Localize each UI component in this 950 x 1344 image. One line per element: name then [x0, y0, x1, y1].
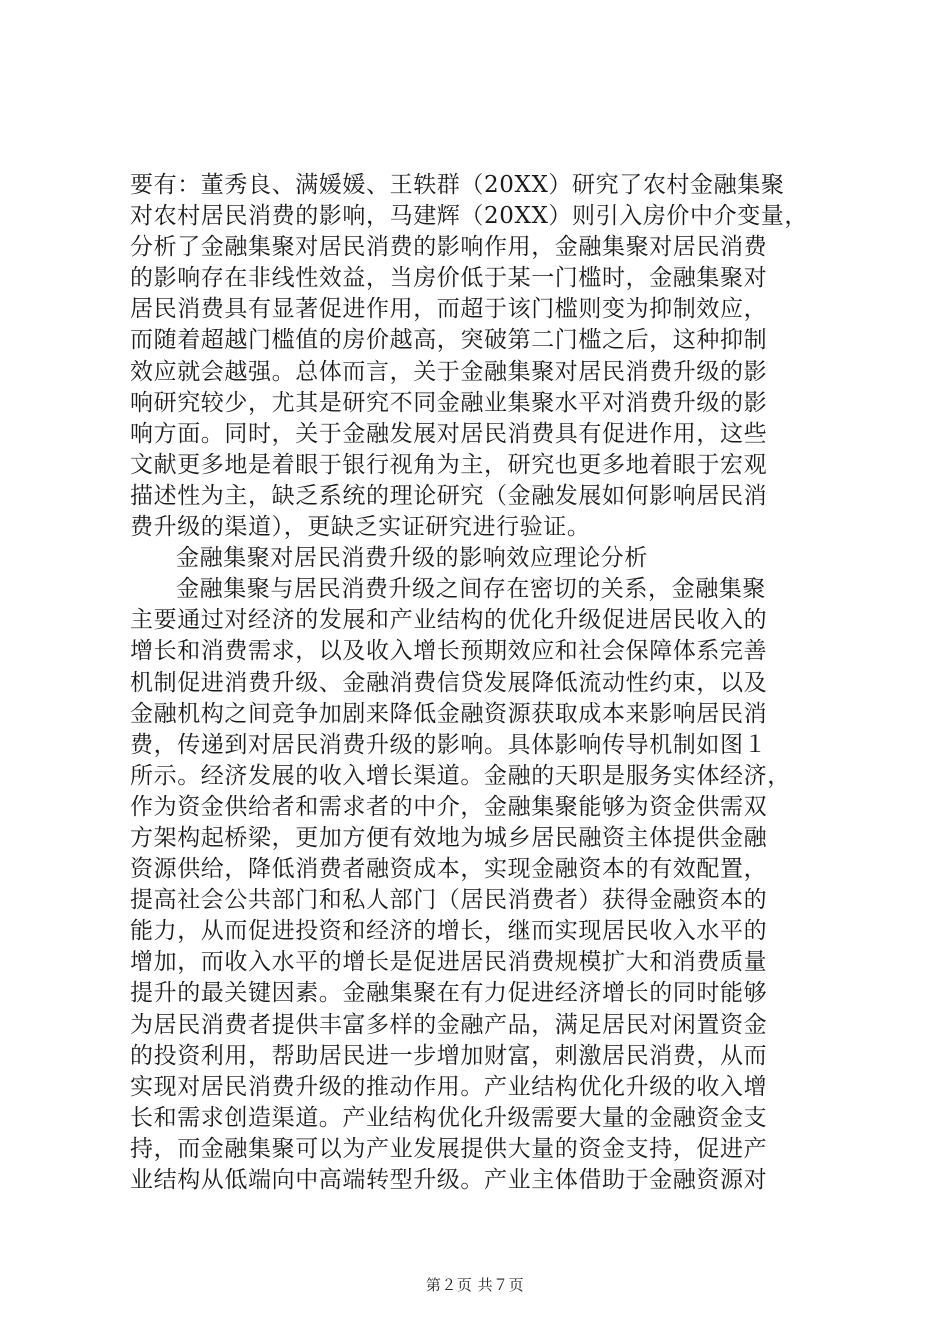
text-line: 业结构从低端向中高端转型升级。产业主体借助于金融资源对 [130, 1167, 768, 1193]
text-line: 费，传递到对居民消费升级的影响。具体影响传导机制如图１ [130, 731, 768, 758]
text-line: 为居民消费者提供丰富多样的金融产品，满足居民对闲置资金 [130, 1011, 768, 1038]
text-line: 作为资金供给者和需求者的中介，金融集聚能够为资金供需双 [130, 793, 768, 820]
paragraph-first-line: 金融集聚与居民消费升级之间存在密切的关系，金融集聚 [176, 576, 766, 603]
text-line: 所示。经济发展的收入增长渠道。金融的天职是服务实体经济， [130, 762, 791, 789]
text-line: 效应就会越强。总体而言，关于金融集聚对居民消费升级的影 [130, 358, 768, 385]
text-line: 描述性为主，缺乏系统的理论研究（金融发展如何影响居民消 [130, 482, 768, 509]
text-line: 方架构起桥梁，更加方便有效地为城乡居民融资主体提供金融 [130, 824, 768, 851]
text-line: 长和需求创造渠道。产业结构优化升级需要大量的金融资金支 [130, 1104, 768, 1131]
text-line: 提高社会公共部门和私人部门（居民消费者）获得金融资本的 [130, 887, 768, 914]
text-line: 能力，从而促进投资和经济的增长，继而实现居民收入水平的 [130, 918, 768, 945]
text-line: 增长和消费需求，以及收入增长预期效应和社会保障体系完善 [130, 638, 768, 665]
body-text [130, 170, 830, 1196]
page-footer [0, 1274, 950, 1295]
text-line: 机制促进消费升级、金融消费信贷发展降低流动性约束，以及 [130, 669, 768, 696]
page-indicator: 第２页 共７页 [425, 1276, 525, 1294]
section-heading: 金融集聚对居民消费升级的影响效应理论分析 [176, 545, 648, 572]
text-line: 响研究较少，尤其是研究不同金融业集聚水平对消费升级的影 [130, 389, 768, 416]
text-line: 增加，而收入水平的增长是促进居民消费规模扩大和消费质量 [130, 949, 768, 976]
text-line: 金融机构之间竞争加剧来降低金融资源获取成本来影响居民消 [130, 700, 768, 727]
text-line: 要有：董秀良、满媛媛、王轶群（20XX）研究了农村金融集聚 [130, 172, 785, 198]
text-line: 响方面。同时，关于金融发展对居民消费具有促进作用，这些 [130, 420, 768, 447]
text-line: 持，而金融集聚可以为产业发展提供大量的资金支持，促进产 [130, 1135, 768, 1162]
text-line: 的影响存在非线性效益，当房价低于某一门槛时，金融集聚对 [130, 265, 768, 292]
text-line: 而随着超越门槛值的房价越高，突破第二门槛之后，这种抑制 [130, 327, 768, 354]
text-line: 实现对居民消费升级的推动作用。产业结构优化升级的收入增 [130, 1073, 768, 1100]
text-line: 文献更多地是着眼于银行视角为主，研究也更多地着眼于宏观 [130, 451, 768, 478]
text-line: 提升的最关键因素。金融集聚在有力促进经济增长的同时能够 [130, 980, 768, 1007]
text-line: 的投资利用，帮助居民进一步增加财富，刺激居民消费，从而 [130, 1042, 768, 1069]
text-line: 主要通过对经济的发展和产业结构的优化升级促进居民收入的 [130, 607, 768, 634]
text-line: 费升级的渠道），更缺乏实证研究进行验证。 [130, 514, 591, 541]
text-line: 资源供给，降低消费者融资成本，实现金融资本的有效配置， [130, 856, 768, 883]
text-line: 居民消费具有显著促进作用，而超于该门槛则变为抑制效应， [130, 296, 768, 323]
text-line: 对农村居民消费的影响，马建辉（20XX）则引入房价中介变量， [130, 203, 809, 230]
text-line: 分析了金融集聚对居民消费的影响作用，金融集聚对居民消费 [130, 234, 768, 261]
